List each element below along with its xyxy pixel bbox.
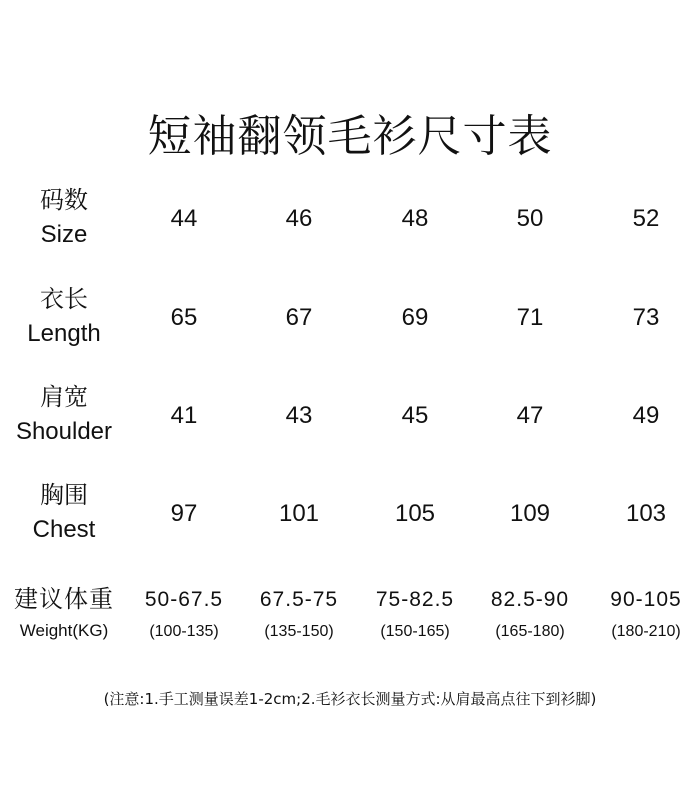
- measurement-note: (注意:1.手工测量误差1-2cm;2.毛衫衣长测量方式:从肩最高点往下到衫脚): [103, 690, 597, 708]
- size-value: 48: [401, 205, 429, 232]
- page-title: 短袖翻领毛衫尺寸表: [147, 111, 553, 162]
- shoulder-value: 41: [170, 402, 198, 429]
- height-range: (165-180): [495, 623, 565, 640]
- length-value: 69: [401, 304, 429, 331]
- length-label-cn: 衣长: [40, 286, 88, 313]
- shoulder-value: 47: [516, 402, 544, 429]
- length-label: [0, 283, 128, 351]
- length-value: 67: [285, 304, 313, 331]
- chest-value: 97: [170, 500, 198, 527]
- length-value: 65: [170, 304, 198, 331]
- weight-cell: [360, 583, 470, 647]
- chest-label: [0, 479, 128, 547]
- weight-value: 90-105: [610, 588, 682, 611]
- shoulder-value: 45: [401, 402, 429, 429]
- shoulder-label-cn: 肩宽: [40, 384, 88, 411]
- length-value: 73: [632, 304, 660, 331]
- height-range: (135-150): [264, 623, 334, 640]
- height-range: (180-210): [611, 623, 681, 640]
- weight-value: 67.5-75: [259, 588, 339, 611]
- chest-value: 101: [278, 500, 320, 527]
- weight-label-cn: 建议体重: [14, 586, 114, 613]
- height-range: (150-165): [380, 623, 450, 640]
- size-value: 44: [170, 205, 198, 232]
- weight-label-en: Weight(KG): [19, 621, 109, 640]
- chest-value: 105: [394, 500, 436, 527]
- chest-value: 109: [509, 500, 551, 527]
- weight-value: 50-67.5: [144, 588, 224, 611]
- weight-label: [0, 583, 128, 645]
- weight-value: 82.5-90: [490, 588, 570, 611]
- size-value: 52: [632, 205, 660, 232]
- weight-cell: [129, 583, 239, 647]
- shoulder-value: 43: [285, 402, 313, 429]
- size-value: 46: [285, 205, 313, 232]
- weight-cell: [244, 583, 354, 647]
- size-label-cn: 码数: [40, 187, 88, 214]
- size-label-en: Size: [40, 221, 88, 248]
- weight-cell: [591, 583, 700, 647]
- shoulder-value: 49: [632, 402, 660, 429]
- length-label-en: Length: [27, 320, 101, 347]
- height-range: (100-135): [149, 623, 219, 640]
- weight-value: 75-82.5: [375, 588, 455, 611]
- weight-cell: [475, 583, 585, 647]
- chest-label-en: Chest: [32, 516, 96, 543]
- shoulder-label: [0, 381, 128, 449]
- chest-label-cn: 胸围: [40, 482, 88, 509]
- chest-value: 103: [625, 500, 667, 527]
- size-label: [0, 184, 128, 252]
- length-value: 71: [516, 304, 544, 331]
- size-value: 50: [516, 205, 544, 232]
- shoulder-label-en: Shoulder: [15, 418, 113, 445]
